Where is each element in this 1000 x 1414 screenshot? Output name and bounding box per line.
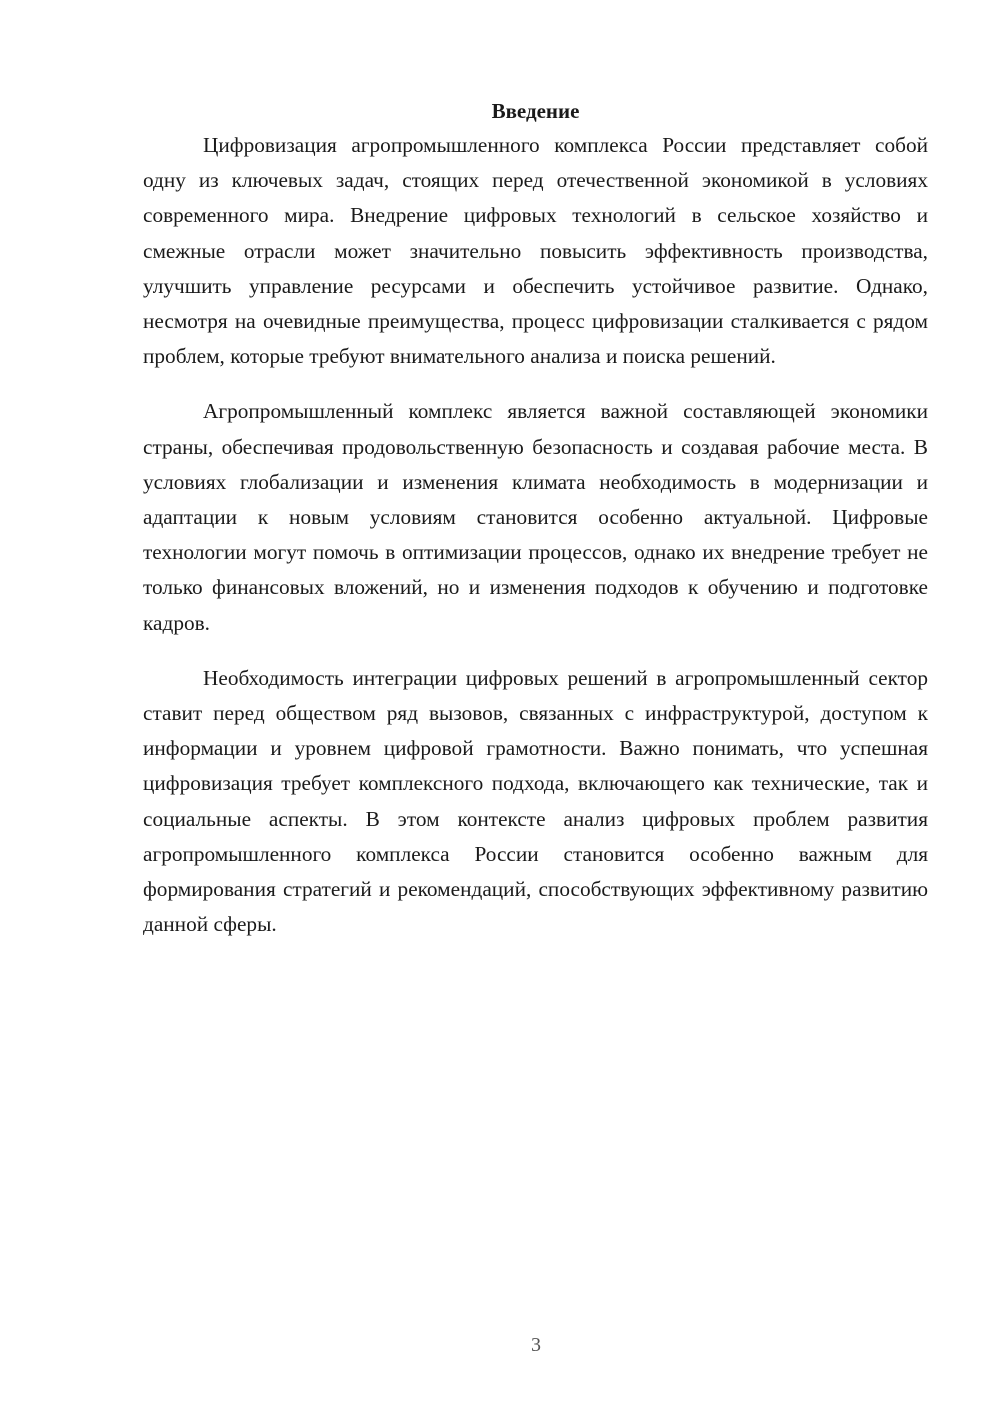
paragraph-2: Агропромышленный комплекс является важной составляющей экономики страны, обеспечивая продовольственную безопасность и создавая рабочие места. В условиях глобализации и изменения климата необходимость в модернизации и адаптации к новым условиям становится особенно актуальной. Цифровые технологии могут помочь в оптимизации процессов, однако их внедрение требует не только финансовых вложений, но и изменения подходов к обучению и подготовке кадров. — [143, 399, 928, 635]
paragraph-1: Цифровизация агропромышленного комплекса России представляет собой одну из ключевых задач, стоящих перед отечественной экономикой в условиях современного мира. Внедрение цифровых технологий в сельское хозяйство и смежные отрасли может значительно повысить эффективность производства, улучшить управление ресурсами и обеспечить устойчивое развитие. Однако, несмотря на очевидные преимущества, процесс цифровизации сталкивается с рядом проблем, которые требуют внимательного анализа и поиска решений. — [143, 133, 928, 369]
paragraph-3: Необходимость интеграции цифровых решений в агропромышленный сектор ставит перед обществом ряд вызовов, связанных с инфраструктурой, доступом к информации и уровнем цифровой грамотности. Важно понимать, что успешная цифровизация требует комплексного подхода, включающего как технические, так и социальные аспекты. В этом контексте анализ цифровых проблем развития агропромышленного комплекса России становится особенно важным для формирования стратегий и рекомендаций, способствующих эффективному развитию данной сферы. — [143, 665, 928, 937]
section-title: Введение — [491, 99, 580, 123]
page-number: 3 — [531, 1334, 541, 1356]
page-content — [143, 96, 928, 942]
